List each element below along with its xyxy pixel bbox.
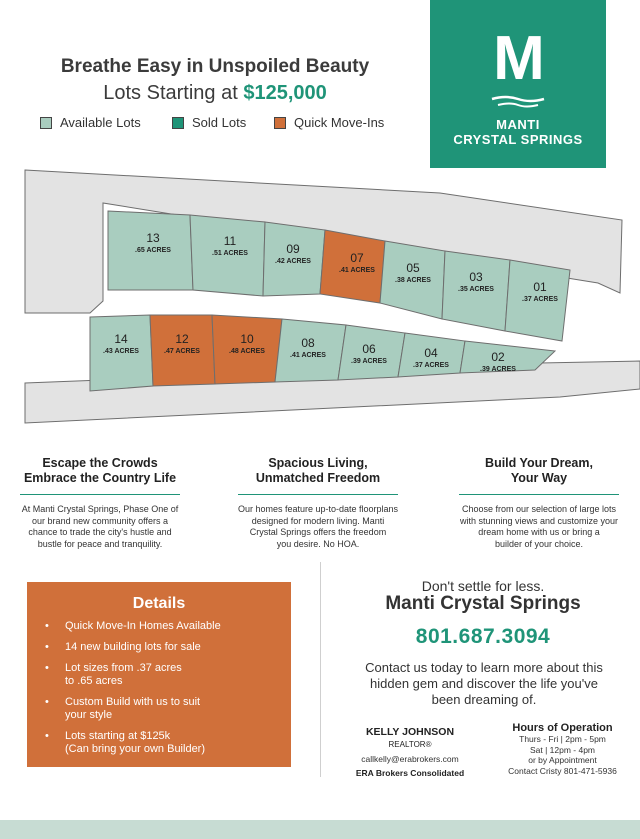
feature-title: Embrace the Country Life [23,471,177,485]
list-item-text: (Can bring your own Builder) [65,743,206,755]
list-item-text: Lots starting at $125k [65,730,171,742]
lot-acreage-label: .39 ACRES [351,358,387,365]
brand-logo [430,0,606,168]
contact-pitch [340,660,628,708]
list-item-text: Quick Move-In Homes Available [65,620,221,632]
lot-number-label: 11 [223,234,237,248]
available-swatch [40,117,52,129]
legend-label: Quick Move-Ins [294,115,385,130]
sold-swatch [172,117,184,129]
lot-acreage-label: .39 ACRES [480,366,516,373]
lot-number-label: 09 [286,242,300,256]
lot-number-label: 10 [240,332,254,346]
bullet-icon: • [45,696,49,708]
legend-label: Available Lots [60,115,141,130]
list-item-text: 14 new building lots for sale [65,641,201,653]
tagline: Don't settle for less. [421,578,545,594]
feature-build-your-dream [444,456,634,550]
agent-firm: ERA Brokers Consolidated [355,768,465,778]
feature-text: chance to trade the city's hustle and [28,527,172,537]
community-name: Manti Crystal Springs [385,593,581,614]
feature-text: dream home with us or bring a [478,527,600,537]
lot-acreage-label: .38 ACRES [395,277,431,284]
divider [459,494,619,495]
bullet-icon: • [45,730,49,742]
lot-number-label: 08 [301,336,315,350]
hours-line: Sat | 12pm - 4pm [529,744,596,755]
lot-08[interactable] [275,319,346,382]
details-list [45,620,285,764]
lot-acreage-label: .65 ACRES [135,247,171,254]
logo-text-manti: MANTI [496,117,540,132]
feature-text: At Manti Crystal Springs, Phase One of [21,504,179,514]
lot-map [0,165,640,430]
list-item-text: Lot sizes from .37 acres [65,662,182,674]
bullet-icon: • [45,620,49,632]
lot-number-label: 02 [491,350,505,364]
logo-text-crystal-springs: CRYSTAL SPRINGS [453,132,583,147]
hours-line: Contact Cristy 801-471-5936 [508,765,617,776]
legend-quick-move-ins [274,115,384,130]
lot-acreage-label: .51 ACRES [212,250,248,257]
hours-line: or by Appointment [528,755,597,765]
lot-number-label: 06 [362,342,376,356]
list-item [45,620,285,633]
divider [238,494,398,495]
lot-number-label: 01 [533,280,547,294]
quick-move-in-swatch [274,117,286,129]
divider [20,494,180,495]
lot-number-label: 05 [406,261,420,275]
hours-title: Hours of Operation [512,722,613,734]
list-item [45,662,285,688]
feature-text: bustle for peace and tranquility. [37,538,163,549]
pitch-line: hidden gem and discover the life you've [370,676,598,691]
feature-text: Crystal Springs offers the freedom [249,527,387,537]
feature-country-life [5,456,195,550]
feature-title: Build Your Dream, [485,456,593,470]
phone-number-link[interactable]: 801.687.3094 [415,625,551,648]
feature-text: builder of your choice. [494,538,584,549]
headline: Breathe Easy in Unspoiled Beauty [60,56,370,77]
details-title: Details [132,595,186,612]
list-item [45,641,285,654]
footer-bar [0,820,640,839]
feature-text: our brand new community offers a [32,515,168,526]
feature-title: Unmatched Freedom [255,471,381,485]
list-item-text: your style [65,709,113,721]
lot-acreage-label: .47 ACRES [164,348,200,355]
subheadline [30,82,400,105]
agent-email-link[interactable]: callkelly@erabrokers.com [361,754,459,764]
lot-number-label: 13 [146,231,160,245]
bullet-icon: • [45,662,49,674]
list-item [45,730,285,756]
agent-title: REALTOR® [388,740,432,749]
bullet-icon: • [45,641,49,653]
lot-number-label: 07 [350,251,364,265]
legend-label: Sold Lots [192,115,247,130]
pitch-line: been dreaming of. [431,692,537,707]
lot-number-label: 04 [424,346,438,360]
lot-acreage-label: .41 ACRES [290,352,326,359]
lot-acreage-label: .48 ACRES [229,348,265,355]
agent-card [335,726,485,778]
logo-mark: M [493,24,543,93]
feature-text: Our homes feature up-to-date floorplans [237,504,399,514]
list-item-text: Custom Build with us to suit [65,696,201,708]
feature-title: Escape the Crowds [42,456,158,470]
lot-acreage-label: .37 ACRES [413,362,449,369]
legend-available [40,115,141,130]
lot-acreage-label: .43 ACRES [103,348,139,355]
water-wave-icon [490,94,546,110]
lot-number-label: 14 [114,332,128,346]
feature-spacious-living [223,456,413,550]
lot-acreage-label: .37 ACRES [522,296,558,303]
feature-text: designed for modern living. Manti [251,515,385,526]
feature-title: Your Way [510,471,568,485]
lot-number-label: 03 [469,270,483,284]
list-item [45,696,285,722]
lot-acreage-label: .35 ACRES [458,286,494,293]
feature-title: Spacious Living, [268,456,368,470]
list-item-text: to .65 acres [65,675,123,687]
hours-line: Thurs - Fri | 2pm - 5pm [519,734,606,744]
legend-sold [172,115,246,130]
lot-number-label: 12 [175,332,189,346]
starting-price: $125,000 [243,82,327,104]
hours-of-operation [490,722,635,776]
lot-acreage-label: .42 ACRES [275,258,311,265]
details-panel [27,582,291,767]
feature-text: with stunning views and customize your [459,515,619,526]
feature-text: you desire. No HOA. [276,538,360,549]
vertical-divider [320,562,321,777]
lot-acreage-label: .41 ACRES [339,267,375,274]
agent-name: KELLY JOHNSON [365,726,455,738]
feature-text: Choose from our selection of large lots [461,504,617,514]
pitch-line: Contact us today to learn more about this [365,660,603,675]
subheadline-prefix: Lots Starting at [103,82,244,104]
